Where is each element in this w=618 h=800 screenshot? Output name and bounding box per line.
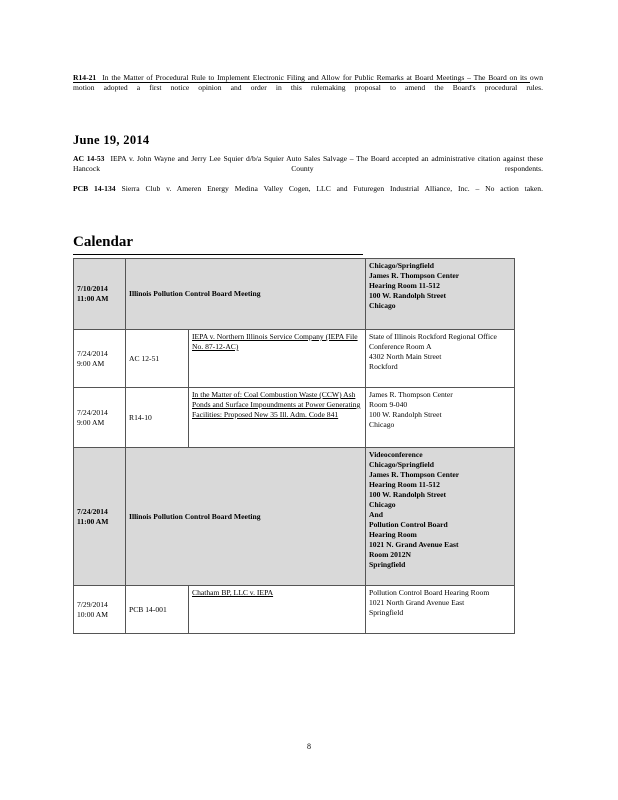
case-number: AC 12-51: [129, 353, 160, 363]
event-time: 9:00 AM: [77, 358, 105, 368]
entry-text: IEPA v. John Wayne and Jerry Lee Squier d/b/a Squier Auto Sales Salvage – The Board accepted an administrative citation against these Hancock County respondents.: [73, 154, 543, 173]
calendar-table: [73, 258, 515, 634]
venue-cell: [366, 448, 515, 586]
entry-id: AC 14-53: [73, 154, 105, 163]
venue-line: And: [369, 510, 383, 519]
date-cell: [74, 259, 126, 330]
case-cell: [126, 259, 366, 330]
venue-line: State of Illinois Rockford Regional Office: [369, 332, 497, 341]
event-date: 7/24/2014: [77, 348, 108, 358]
venue-line: Chicago: [369, 420, 395, 429]
case-number-cell: [126, 330, 189, 388]
venue-line: Hearing Room: [369, 530, 417, 539]
date-cell: [74, 388, 126, 448]
event-name: Illinois Pollution Control Board Meeting: [129, 289, 261, 298]
venue-line: James R. Thompson Center: [369, 470, 460, 479]
venue-line: Videoconference: [369, 450, 423, 459]
venue-line: Chicago: [369, 500, 396, 509]
venue-cell: [366, 330, 515, 388]
venue-line: James R. Thompson Center: [369, 271, 460, 280]
date-cell: [74, 586, 126, 634]
venue-line: 100 W. Randolph Street: [369, 410, 442, 419]
entry-id: PCB 14-134: [73, 184, 116, 193]
calendar-row: [74, 259, 515, 330]
venue-line: Chicago: [369, 301, 396, 310]
entry-r14-21: [73, 73, 543, 93]
entry-text: In the Matter of Procedural Rule to Implement Electronic Filing and Allow for Public Remarks at Board Meetings – The Board on its own motion adopted a first notice opinion and order in this rulemaking proposal to amend the Board's procedural rules.: [73, 73, 543, 92]
venue-line: Chicago/Springfield: [369, 261, 434, 270]
calendar-row: [74, 388, 515, 448]
event-time: 11:00 AM: [77, 294, 109, 303]
calendar-row: [74, 448, 515, 586]
event-date: 7/29/2014: [77, 599, 108, 609]
event-date: 7/24/2014: [77, 407, 108, 417]
venue-line: Rockford: [369, 362, 398, 371]
case-title-cell: [189, 586, 366, 634]
entry-pcb-14-134: [73, 184, 543, 194]
venue-line: 100 W. Randolph Street: [369, 490, 447, 499]
entry-id: R14-21: [73, 73, 97, 82]
event-date: 7/24/2014: [77, 506, 108, 516]
case-title: In the Matter of: Coal Combustion Waste (CCW) Ash Ponds and Surface Impoundments at Power Generating Facilities: Proposed New 35 Ill. Adm. Code 841: [192, 390, 361, 419]
divider: [73, 82, 530, 83]
venue-line: Chicago/Springfield: [369, 460, 434, 469]
venue-line: Hearing Room 11-512: [369, 281, 440, 290]
date-cell: [74, 448, 126, 586]
case-title-cell: [189, 330, 366, 388]
venue-cell: [366, 388, 515, 448]
event-time: 9:00 AM: [77, 417, 105, 427]
event-time: 11:00 AM: [77, 516, 109, 526]
date-cell: [74, 330, 126, 388]
venue-line: Pollution Control Board Hearing Room: [369, 588, 490, 597]
case-number-cell: [126, 388, 189, 448]
venue-line: 100 W. Randolph Street: [369, 291, 447, 300]
venue-line: 1021 N. Grand Avenue East: [369, 540, 459, 549]
venue-line: Springfield: [369, 560, 406, 569]
calendar-row: [74, 586, 515, 634]
venue-line: 4302 North Main Street: [369, 352, 442, 361]
page-number: 8: [307, 742, 311, 751]
event-name: Illinois Pollution Control Board Meeting: [129, 511, 261, 521]
venue-line: Hearing Room 11-512: [369, 480, 440, 489]
calendar-title: Calendar: [73, 234, 133, 250]
case-number-cell: [126, 586, 189, 634]
event-time: 10:00 AM: [77, 609, 109, 619]
case-title-cell: [189, 388, 366, 448]
case-cell: [126, 448, 366, 586]
venue-line: Room 2012N: [369, 550, 411, 559]
case-number: PCB 14-001: [129, 604, 167, 614]
venue-line: Pollution Control Board: [369, 520, 448, 529]
case-title: Chatham BP, LLC v. IEPA: [192, 588, 274, 597]
venue-cell: [366, 259, 515, 330]
case-title: IEPA v. Northern Illinois Service Company (IEPA File No. 87-12-AC): [192, 332, 358, 351]
venue-line: Springfield: [369, 608, 404, 617]
venue-line: Conference Room A: [369, 342, 432, 351]
venue-line: James R. Thompson Center: [369, 390, 453, 399]
case-number: R14-10: [129, 412, 152, 422]
venue-line: 1021 North Grand Avenue East: [369, 598, 465, 607]
venue-line: Room 9-040: [369, 400, 408, 409]
calendar-title-rule: [73, 254, 363, 255]
entry-ac-14-53: [73, 154, 543, 174]
event-date: 7/10/2014: [77, 284, 108, 293]
calendar-row: [74, 330, 515, 388]
venue-cell: [366, 586, 515, 634]
entry-text: Sierra Club v. Ameren Energy Medina Valley Cogen, LLC and Futuregen Industrial Alliance, Inc. – No action taken.: [121, 184, 543, 193]
section-date-heading: June 19, 2014: [73, 133, 150, 147]
